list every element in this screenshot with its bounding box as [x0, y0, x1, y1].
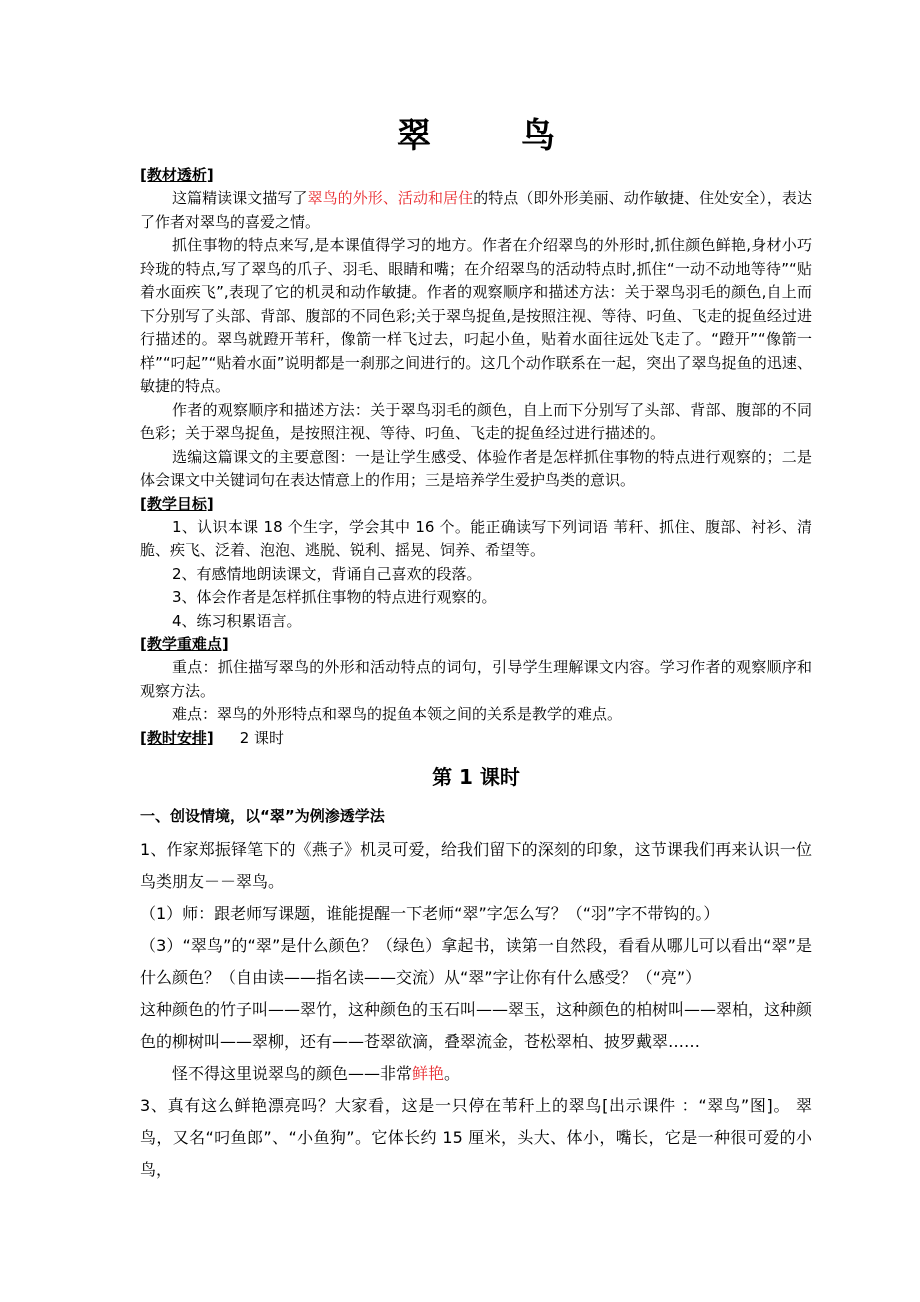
lesson-paragraph: 这种颜色的竹子叫——翠竹，这种颜色的玉石叫——翠玉，这种颜色的柏树叫——翠柏，这种颜色的柳树叫——翠柳，还有——苍翠欲滴，叠翠流金，苍松翠柏、披罗戴翠……: [140, 999, 813, 1051]
highlight-text: 翠鸟的外形、活动和居住: [307, 189, 474, 207]
section-heading-keypoints: [教学重难点]: [140, 635, 229, 653]
document-page: [140, 110, 812, 1186]
section-heading-goals: [教学目标]: [140, 494, 214, 513]
analysis-paragraph-3: 作者的观察顺序和描述方法：关于翠鸟羽毛的颜色，自上而下分别写了头部、背部、腹部的不同色彩；关于翠鸟捉鱼，是按照注视、等待、叼鱼、飞走的捉鱼经过进行描述的。: [140, 400, 812, 442]
section-heading-analysis: [教材透析]: [140, 166, 214, 184]
analysis-paragraph-4: 选编这篇课文的主要意图：一是让学生感受、体验作者是怎样抓住事物的特点进行观察的；二是体会课文中关键词句在表达情意上的作用；三是培养学生爱护鸟类的意识。: [140, 447, 812, 489]
analysis-paragraph-2: 抓住事物的特点来写,是本课值得学习的地方。作者在介绍翠鸟的外形时,抓住颜色鲜艳,身材小巧玲珑的特点,写了翠鸟的爪子、羽毛、眼睛和嘴；在介绍翠鸟的活动特点时,抓住“一动不动地等待”“贴着水面疾飞”,表现了它的机灵和动作敏捷。作者的观察顺序和描述方法：关于翠鸟羽毛的颜色,自上而下分别写了头部、背部、腹部的不同色彩;关于翠鸟捉鱼,是按照注视、等待、叼鱼、飞走的捉鱼经过进行描述的。翠鸟就蹬开苇秆，像箭一样飞过去，叼起小鱼，贴着水面往远处飞走了。“蹬开”“像箭一样”“叼起”“贴着水面”说明都是一刹那之间进行的。这几个动作联系在一起，突出了翠鸟捉鱼的迅速、敏捷的特点。: [140, 236, 812, 395]
difficult-point: 难点：翠鸟的外形特点和翠鸟的捉鱼本领之间的关系是教学的难点。: [172, 705, 623, 723]
goal-item: 4、练习积累语言。: [172, 611, 302, 630]
lesson-paragraph: （1）师：跟老师写课题，谁能提醒一下老师“翠”字怎么写？（“羽”字不带钩的。）: [140, 903, 720, 923]
lesson-paragraph: （3）“翠鸟”的“翠”是什么颜色？（绿色）拿起书，读第一自然段，看看从哪儿可以看出“翠”是什么颜色？（自由读——指名读——交流）从“翠”字让你有什么感受？（“亮”）: [140, 935, 812, 987]
analysis-paragraph-1: 这篇精读课文描写了翠鸟的外形、活动和居住的特点（即外形美丽、动作敏捷、住处安全），表达了作者对翠鸟的喜爱之情。: [140, 189, 812, 231]
schedule-value: 2 课时: [239, 728, 285, 747]
section-heading-schedule: [教时安排] 2 课时: [140, 727, 812, 750]
goal-item: 1、认识本课 18 个生字，学会其中 16 个。能正确读写下列词语 苇秆、抓住、腹部、衬衫、清脆、疾飞、泛着、泡泡、逃脱、锐利、摇晃、饲养、希望等。: [140, 517, 812, 559]
lesson-title: 第 1 课时: [432, 764, 520, 789]
key-point: 重点：抓住描写翠鸟的外形和活动特点的词句，引导学生理解课文内容。学习作者的观察顺序和观察方法。: [140, 658, 812, 700]
goal-item: 2、有感情地朗读课文，背诵自己喜欢的段落。: [172, 564, 482, 583]
page-title: 翠 鸟: [397, 116, 583, 156]
lesson-paragraph: 怪不得这里说翠鸟的颜色——非常鲜艳。: [172, 1063, 461, 1083]
step-heading: 一、创设情境，以“翠”为例渗透学法: [140, 806, 385, 825]
lesson-paragraph: 1、作家郑振铎笔下的《燕子》机灵可爱，给我们留下的深刻的印象，这节课我们再来认识一位鸟类朋友－－翠鸟。: [140, 839, 812, 891]
lesson-paragraph: 3、真有这么鲜艳漂亮吗？大家看，这是一只停在苇秆上的翠鸟[出示课件 ：“翠鸟”图]。 翠鸟，又名“叼鱼郎”、“小鱼狗”。它体长约 15 厘米，头大、体小，嘴长，它是一种很可爱的小鸟，: [140, 1095, 812, 1179]
goal-item: 3、体会作者是怎样抓住事物的特点进行观察的。: [172, 588, 497, 606]
highlight-text: 鲜艳: [412, 1063, 445, 1083]
